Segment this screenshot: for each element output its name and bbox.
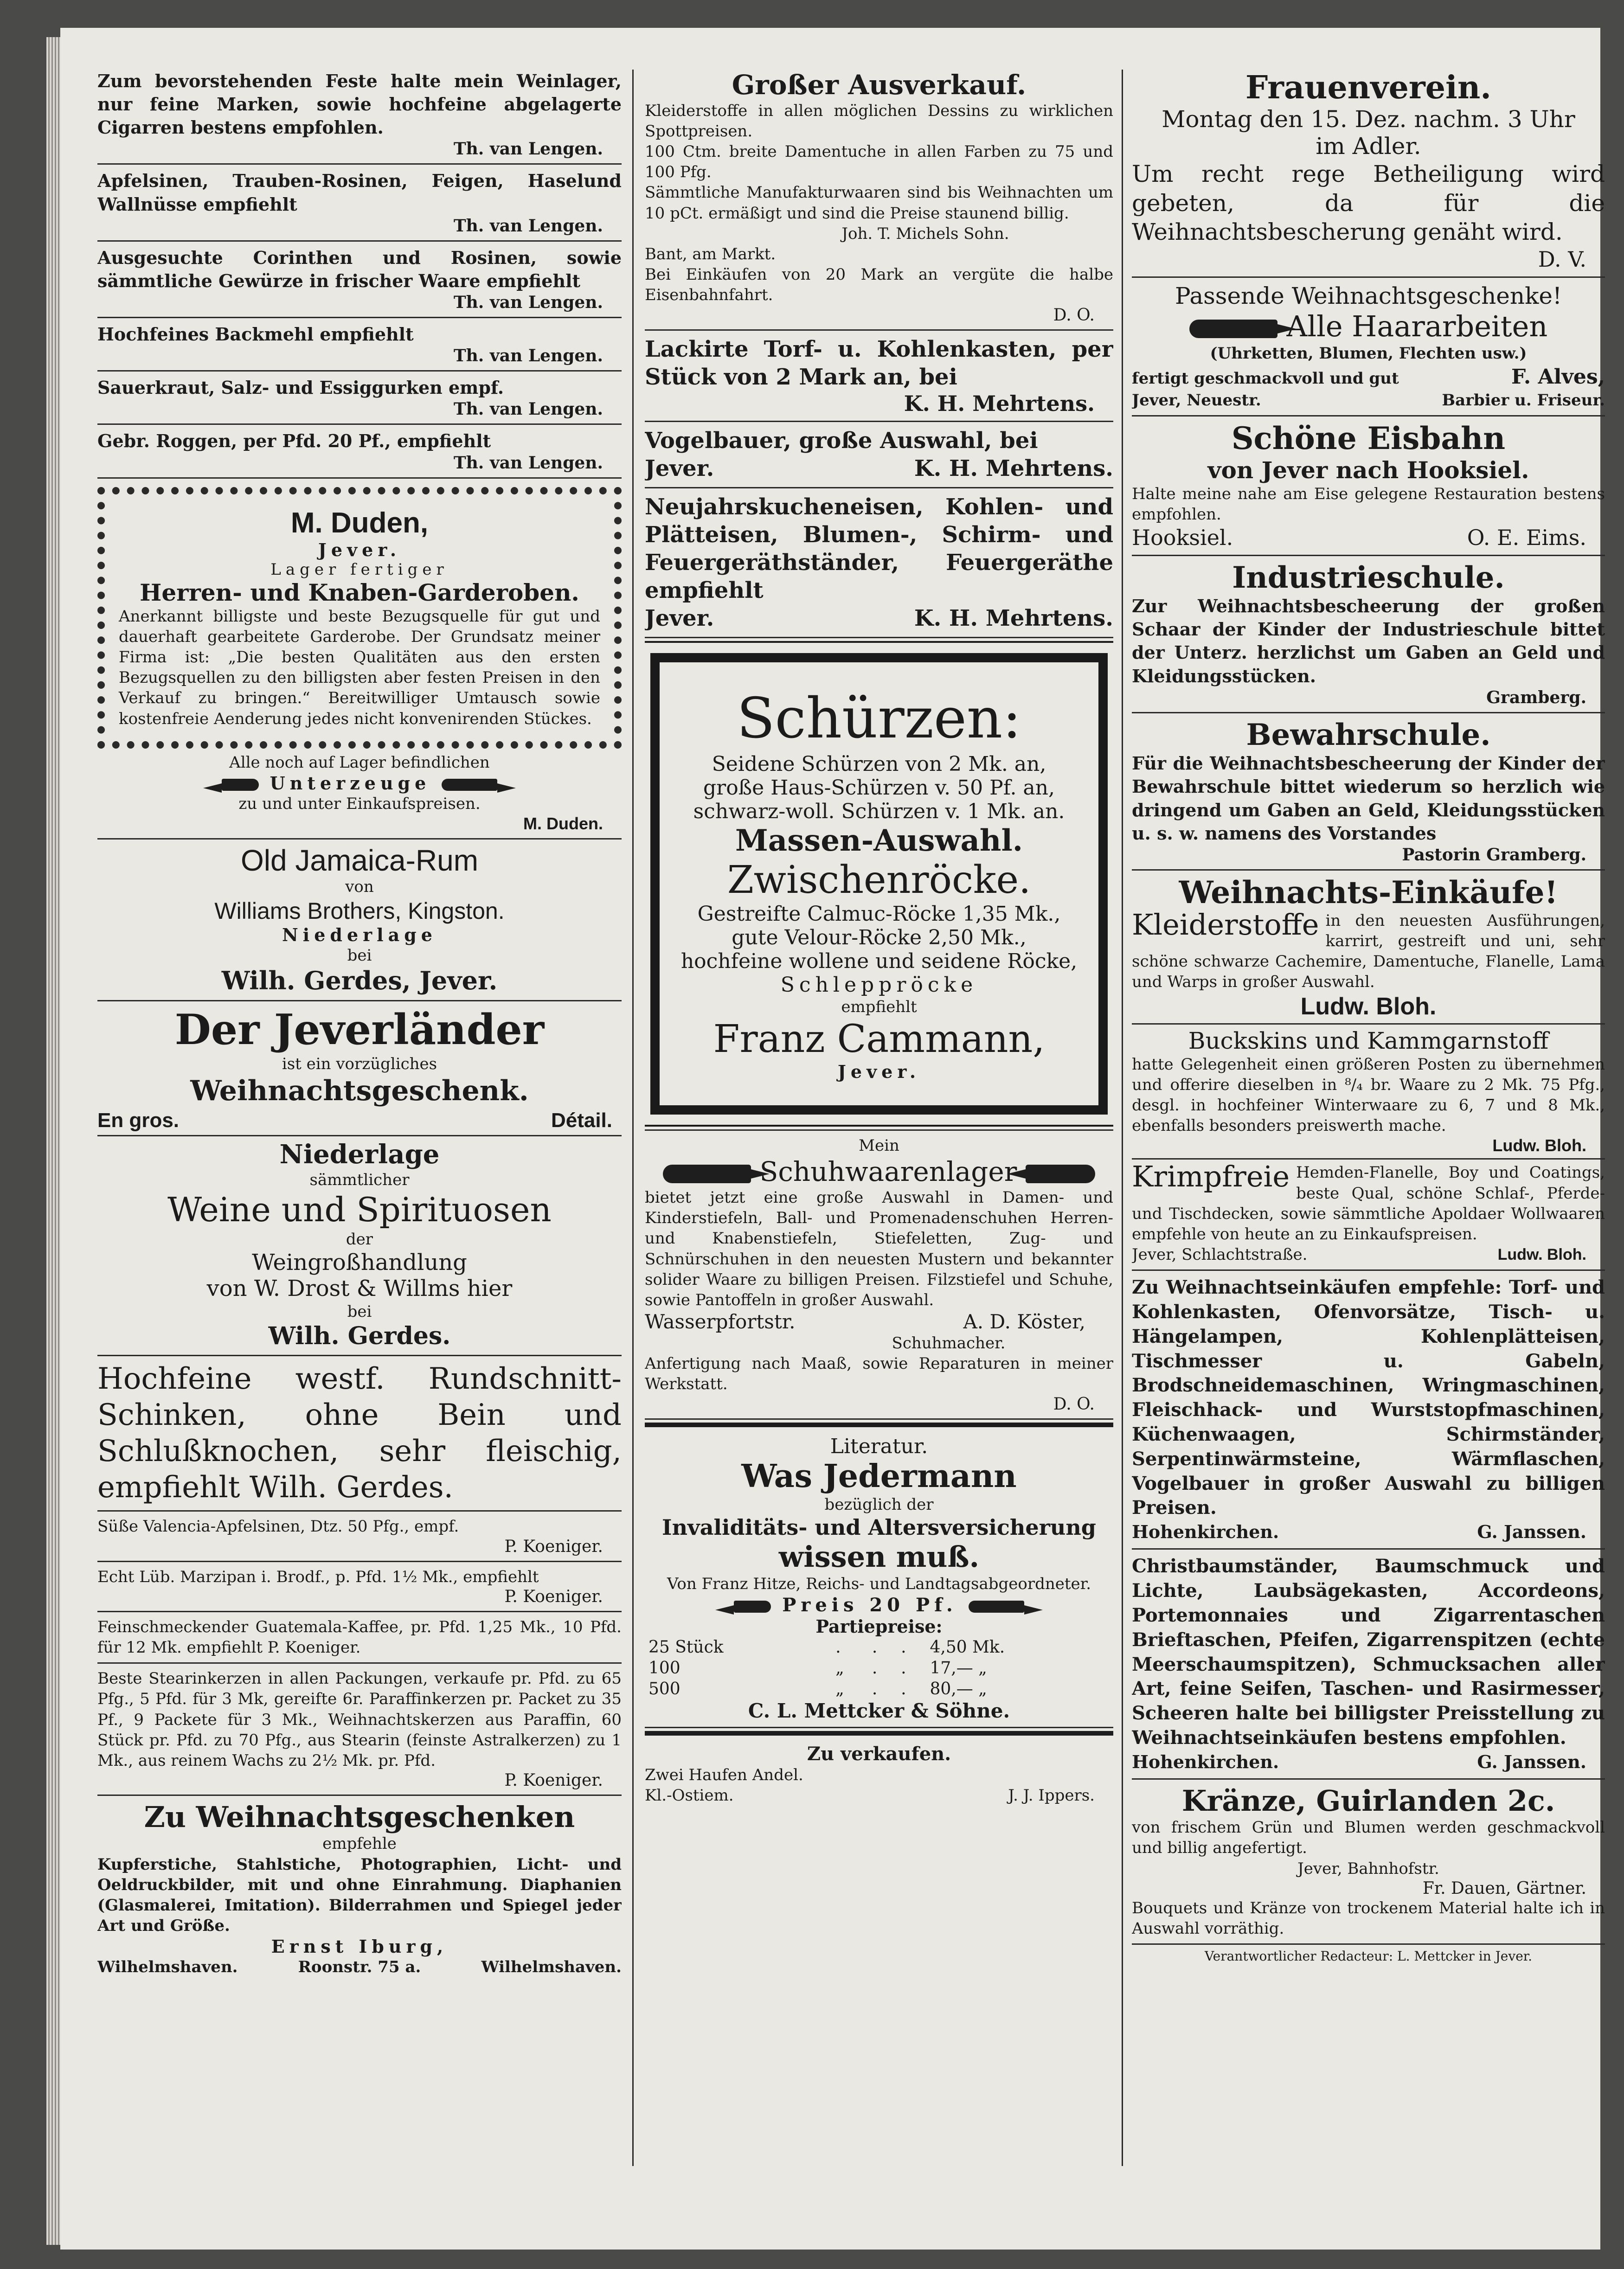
ad-signature: D. O. <box>1053 305 1095 325</box>
ad-ausverkauf <box>645 65 1113 331</box>
ad-title: Was Jedermann <box>741 1457 1017 1495</box>
ad-place: Hooksiel. <box>1132 525 1233 550</box>
pointing-hand-right-icon <box>969 1601 1024 1613</box>
ad-line: bei <box>347 946 372 965</box>
ad-line: gute Velour-Röcke 2,50 Mk., <box>732 925 1027 949</box>
ad-signature: A. D. Köster, <box>963 1310 1085 1333</box>
ad-alves <box>1132 278 1605 417</box>
ad-text: Bei Einkäufen von 20 Mark an vergüte die halbe Eisenbahnfahrt. <box>645 265 1113 305</box>
ad-title: Zu Weihnachtsgeschenken <box>144 1800 575 1834</box>
ad-signature: Th. van Lengen. <box>453 293 603 313</box>
ad-vanlengen-sauerkraut <box>97 372 622 425</box>
column-rule-2 <box>1122 70 1123 2166</box>
ad-title: Bewahrschule. <box>1246 717 1491 752</box>
ad-signature: G. Janssen. <box>1477 1751 1586 1772</box>
ad-signature: Joh. T. Michels Sohn. <box>841 224 1009 243</box>
ad-line: Seidene Schürzen von 2 Mk. an, <box>712 752 1046 776</box>
ad-signature: Th. van Lengen. <box>453 346 603 366</box>
ad-signature: Wilh. Gerdes, Jever. <box>221 965 498 995</box>
ad-line: Lager fertiger <box>270 560 449 579</box>
ad-text: Zum bevorstehenden Feste halte mein Weinlager, nur feine Marken, sowie hochfeine abgelagerte Cigarren bestens empfohlen. <box>97 71 622 138</box>
ad-line: im Adler. <box>1316 133 1421 160</box>
ad-title: Der Jeverländer <box>174 1005 545 1054</box>
ad-place: Hohenkirchen. <box>1132 1521 1279 1543</box>
ad-line: Gestreifte Calmuc-Röcke 1,35 Mk., <box>697 902 1061 926</box>
ad-title: Old Jamaica-Rum <box>240 844 479 878</box>
ad-text: Hemden-Flanelle, Boy und Coatings, beste Qual, schöne Schlaf-, Pferde- und Tischdecken, sowie sämmtliche Apoldaer Wollwaaren empfehle von heute an zu Einkaufspreisen. <box>1132 1163 1605 1243</box>
ad-janssen-christbaum <box>1132 1550 1605 1780</box>
ad-kraenze <box>1132 1780 1605 1945</box>
ad-signature: Ludw. Bloh. <box>1497 1246 1586 1264</box>
heavy-divider <box>645 1731 1113 1736</box>
ad-title: Schöne Eisbahn <box>1231 420 1506 457</box>
ad-duden <box>97 479 622 840</box>
ad-text: Lackirte Torf- u. Kohlenkasten, per Stück von 2 Mark an, bei <box>645 336 1113 390</box>
ad-signature: Ludw. Bloh. <box>1492 1136 1586 1155</box>
ad-mehrtens-kasten <box>645 331 1113 422</box>
ad-place: Wasserpfortstr. <box>645 1310 796 1333</box>
ad-signature: Th. van Lengen. <box>453 399 603 419</box>
ad-text: Ausgesuchte Corinthen und Rosinen, sowie sämmtliche Gewürze in frischer Waare empfiehlt <box>97 247 622 291</box>
ad-signature: Ludw. Bloh. <box>1300 993 1437 1020</box>
ad-line: Alle noch auf Lager befindlichen <box>229 753 490 772</box>
table-cell: 25 Stück <box>648 1638 724 1657</box>
ad-signature: D. O. <box>1053 1394 1095 1414</box>
column-rule-1 <box>632 70 634 2166</box>
ad-schinken <box>97 1356 622 1512</box>
ad-place: Jever. <box>645 605 714 631</box>
ad-title: M. Duden, <box>290 506 429 539</box>
ad-body: Kupferstiche, Stahlstiche, Photographien, Licht- und Oeldruckbilder, mit und ohne Einrahmung. Diaphanien (Glasmalerei, Imitation). Bilderrahmen und Spiegel jeder Art und Größe. <box>97 1855 622 1936</box>
ad-title: Alle Haararbeiten <box>1286 309 1548 343</box>
ad-line: bei <box>347 1302 372 1321</box>
editor-imprint: Verantwortlicher Redacteur: L. Mettcker in Jever. <box>1205 1949 1532 1964</box>
ad-literatur <box>645 1430 1113 1729</box>
ad-title: Großer Ausverkauf. <box>732 69 1027 101</box>
ad-text: Sämmtliche Manufakturwaaren sind bis Weihnachten um 10 pCt. ermäßigt und sind die Preise staunend billig. <box>645 183 1113 223</box>
ad-vanlengen-rosinen <box>97 242 622 318</box>
ad-text: Feinschmeckender Guatemala-Kaffee, pr. Pfd. 1,25 Mk., 10 Pfd. für 12 Mk. empfiehlt P. Koeniger. <box>97 1617 622 1657</box>
ad-title: Kränze, Guirlanden 2c. <box>1181 1783 1555 1818</box>
ad-frauenverein <box>1132 65 1605 278</box>
ad-body: Christbaumständer, Baumschmuck und Lichte, Laubsägekasten, Accordeons, Portemonnaies und Zigarrentaschen Brieftaschen, Pfeifen, Zigarrenspitzen (echte Meerschaumspitzen), Schmucksachen aller Art, feine Seifen, Taschen- und Rasirmesser, Scheeren halte bei billigster Preisstellung zu Weihnachtseinkäufen bestens empfohlen. <box>1132 1555 1605 1749</box>
ad-text: Bouquets und Kränze von trockenem Material halte ich in Auswahl vorräthig. <box>1132 1898 1605 1938</box>
ad-vanlengen-backmehl <box>97 318 622 372</box>
ad-schuhwaaren <box>645 1131 1113 1420</box>
ad-signature: Wilh. Gerdes. <box>268 1322 451 1351</box>
ad-place: Bant, am Markt. <box>645 245 776 263</box>
ad-signature: K. H. Mehrtens. <box>914 455 1113 481</box>
ad-heading: Niederlage <box>279 1139 440 1170</box>
pointing-hand-right-icon <box>442 779 497 791</box>
ad-heading: Herren- und Knaben-Garderoben. <box>140 578 579 606</box>
ad-text: Apfelsinen, Trauben-Rosinen, Feigen, Haselund Wallnüsse empfiehlt <box>97 170 622 215</box>
ad-bewahrschule <box>1132 713 1605 871</box>
chain-border-frame <box>97 487 622 749</box>
ad-signature: P. Koeniger. <box>504 1771 603 1790</box>
ad-line: Weingroßhandlung <box>252 1249 467 1276</box>
ad-signature: K. H. Mehrtens. <box>914 605 1113 631</box>
ad-title: Zu verkaufen. <box>807 1743 951 1765</box>
ad-mehrtens-neujahr <box>645 488 1113 638</box>
table-cell: „ <box>835 1679 844 1699</box>
ad-vanlengen-wein <box>97 65 622 165</box>
ad-jeverlaender <box>97 1001 622 1356</box>
ad-signature: P. Koeniger. <box>504 1587 603 1606</box>
ad-text: Beste Stearinkerzen in allen Packungen, verkaufe pr. Pfd. zu 65 Pfg., 5 Pfd. für 3 Mk, gereifte 6r. Paraffinkerzen pr. Packet zu 35 Pf., 9 Packete für 3 Mk., Weihnachtskerzen aus Paraffin, 60 Stück pr. Pfd. zu 70 Pfg., aus Stearin (feinste Astralkerzen) zu 1 Mk., aus reinem Wachs zu 2½ Mk. pr. Pfd. <box>97 1669 622 1770</box>
ad-label-detail: Détail. <box>551 1109 612 1132</box>
table-cell: . <box>901 1638 906 1657</box>
ad-line: von <box>345 878 374 897</box>
ad-line: von W. Drost & Willms hier <box>206 1275 513 1301</box>
ad-heading: Literatur. <box>830 1434 928 1458</box>
ad-signature: Ernst Iburg, <box>271 1936 448 1957</box>
ad-place: Jever, Neuestr. <box>1132 391 1261 410</box>
ad-title: Industrieschule. <box>1232 560 1505 595</box>
ad-signature: J. J. Ippers. <box>1008 1786 1095 1805</box>
ad-eisbahn <box>1132 417 1605 556</box>
ad-body: Um recht rege Betheiligung wird gebeten, da für die Weihnachtsbescherung genäht wird. <box>1132 160 1605 246</box>
ad-text: Anfertigung nach Maaß, sowie Reparaturen in meiner Werkstatt. <box>645 1354 1113 1394</box>
ad-koeniger-marzipan <box>97 1562 622 1612</box>
ad-heading: Passende Weihnachtsgeschenke! <box>1175 282 1562 309</box>
ad-text: Hochfeine westf. Rundschnitt-Schinken, ohne Bein und Schlußknochen, sehr fleischig, empfiehlt Wilh. Gerdes. <box>97 1362 622 1505</box>
ad-signature: G. Janssen. <box>1477 1521 1586 1543</box>
ad-signature: Pastorin Gramberg. <box>1402 845 1586 865</box>
ad-vanlengen-roggen <box>97 425 622 478</box>
table-cell: . <box>872 1638 878 1657</box>
ad-bloh <box>1132 871 1605 1271</box>
ad-heading: Krimpfreie <box>1132 1160 1290 1194</box>
ad-line: ist ein vorzügliches <box>282 1055 437 1074</box>
table-cell: . <box>872 1679 878 1699</box>
ad-place: Wilhelmshaven. <box>481 1958 622 1977</box>
ad-line: Montag den 15. Dez. nachm. 3 Uhr <box>1162 106 1575 133</box>
pointing-hand-left-icon <box>1026 1165 1095 1183</box>
pointing-hand-left-icon <box>734 1601 771 1613</box>
ad-line: (Uhrketten, Blumen, Flechten usw.) <box>1210 344 1527 363</box>
ad-heading: Weihnachtsgeschenk. <box>190 1074 529 1107</box>
table-cell: 4,50 Mk. <box>930 1638 1005 1657</box>
ad-schuerzen <box>645 638 1113 1131</box>
ad-text: in den neuesten Ausführungen, karrirt, gestreift und uni, sehr schöne schwarze Cachemire, Damentuche, Flanelle, Lama und Warps in großer Auswahl. <box>1132 911 1605 992</box>
ad-signature: P. Koeniger. <box>504 1537 603 1556</box>
ad-line: zu und unter Einkaufspreisen. <box>238 794 481 813</box>
ad-heading: wissen muß. <box>778 1540 980 1574</box>
ad-text: Echt Lüb. Marzipan i. Brodf., p. Pfd. 1½ Mk., empfiehlt <box>97 1567 539 1586</box>
pointing-hand-left-icon <box>222 779 259 791</box>
ad-line: schwarz-woll. Schürzen v. 1 Mk. an. <box>693 799 1065 823</box>
ad-line: große Haus-Schürzen v. 50 Pf. an, <box>703 776 1055 800</box>
ad-heading: Kleiderstoffe <box>1132 907 1319 942</box>
ad-body: bietet jetzt eine große Auswahl in Damen- und Kinderstiefeln, Ball- und Promenadenschuhen Herren- und Knabenstiefeln, Stiefeletten, Zug- und Schnürschuhen in den neuesten Mustern und bekannter solider Waare zu billigen Preisen. Filzstiefel und Schuhe, sowie Pantoffeln in großer Auswahl. <box>645 1188 1113 1309</box>
ad-zu-verkaufen <box>645 1738 1113 1810</box>
table-row <box>645 1658 1113 1679</box>
pointing-hand-right-icon <box>663 1165 751 1183</box>
ad-signature: D. V. <box>1538 246 1586 272</box>
ad-signature: O. E. Eims. <box>1467 525 1586 550</box>
ad-text: Neujahrskucheneisen, Kohlen- und Plätteisen, Blumen-, Schirm- und Feuergeräthständer, Feuergeräthe empfiehlt <box>645 494 1113 603</box>
ad-text: Süße Valencia-Apfelsinen, Dtz. 50 Pfg., empf. <box>97 1517 459 1536</box>
pointing-hand-right-icon <box>1189 320 1277 338</box>
table-cell: „ <box>835 1659 844 1678</box>
ad-text: Kleiderstoffe in allen möglichen Dessins zu wirklichen Spottpreisen. <box>645 101 1113 141</box>
ad-heading: von Jever nach Hooksiel. <box>1207 456 1529 484</box>
ad-heading: Zwischenröcke. <box>727 858 1031 902</box>
ad-line: der <box>346 1230 373 1249</box>
ad-town: Jever. <box>837 1061 921 1082</box>
ad-vanlengen-obst <box>97 165 622 241</box>
ad-koeniger-kerzen <box>97 1664 622 1796</box>
table-row <box>645 1637 1113 1658</box>
column-2 <box>645 65 1113 2180</box>
column-1 <box>97 65 622 2180</box>
table-cell: 80,— „ <box>930 1679 987 1699</box>
ad-iburg <box>97 1796 622 1982</box>
ad-rum <box>97 840 622 1001</box>
ad-janssen-haushalt <box>1132 1271 1605 1550</box>
ad-signature: Gramberg. <box>1486 687 1586 707</box>
ad-line: hochfeine wollene und seidene Röcke, <box>680 949 1078 973</box>
ad-heading: Invaliditäts- und Altersversicherung <box>662 1515 1096 1540</box>
ad-title: Frauenverein. <box>1245 69 1491 106</box>
table-cell: 100 <box>648 1659 680 1678</box>
ad-address: Roonstr. 75 a. <box>298 1958 421 1977</box>
ad-place: Jever, Schlachtstraße. <box>1132 1245 1308 1264</box>
ad-brand: Williams Brothers, Kingston. <box>214 897 505 924</box>
ad-body: Für die Weihnachtsbescheerung der Kinder der Bewahrschule bittet wiederum so herzlich wie dringend um Gaben an Geld, Kleidungsstücken u. s. w. namens des Vorstandes <box>1132 753 1605 844</box>
ad-text: Sauerkraut, Salz- und Essiggurken empf. <box>97 377 504 398</box>
ad-line: sämmtlicher <box>309 1170 410 1189</box>
ad-mehrtens-vogelbauer <box>645 422 1113 488</box>
ad-signature: F. Alves, <box>1511 365 1605 389</box>
table-cell: . <box>872 1659 878 1678</box>
ad-line: Niederlage <box>282 924 437 945</box>
ad-heading: Buckskins und Kammgarnstoff <box>1188 1027 1549 1054</box>
table-cell: . <box>901 1679 906 1699</box>
ad-heading: Massen-Auswahl. <box>735 823 1023 858</box>
ad-text: Hochfeines Backmehl empfiehlt <box>97 324 414 345</box>
ad-place: Kl.-Ostiem. <box>645 1786 734 1805</box>
ad-heading: Unterzeuge <box>270 772 431 794</box>
table-cell: 500 <box>648 1679 680 1699</box>
ad-line: fertigt geschmackvoll und gut <box>1132 369 1399 388</box>
ad-text: Gebr. Roggen, per Pfd. 20 Pf., empfiehlt <box>97 430 491 452</box>
ad-koeniger-apfelsinen <box>97 1512 622 1562</box>
ad-text: Halte meine nahe am Eise gelegene Restauration bestens empfohlen. <box>1132 485 1605 524</box>
ad-title: Schürzen: <box>737 686 1021 751</box>
table-cell: 17,— „ <box>930 1659 987 1678</box>
ad-text: von frischem Grün und Blumen werden geschmackvoll und billig angefertigt. <box>1132 1818 1605 1858</box>
ad-title: Weine und Spirituosen <box>167 1190 552 1229</box>
ad-koeniger-kaffee <box>97 1612 622 1664</box>
ad-body: Zu Weihnachtseinkäufen empfehle: Torf- und Kohlenkasten, Ofenvorsätze, Tisch- u. Hängelampen, Kohlenplätteisen, Tischmesser u. Gabeln, Brodschneidemaschinen, Wringmaschinen, Fleischhack- und Wurststopfmaschinen, Küchenwaagen, Schirmständer, Serpentinwärmsteine, Wärmflaschen, Vogelbauer in großer Auswahl zu billigen Preisen. <box>1132 1276 1605 1519</box>
ad-signature: C. L. Mettcker & Söhne. <box>748 1699 1010 1723</box>
ad-text: hatte Gelegenheit einen größeren Posten zu übernehmen und offerire dieselben in ⁸/₄ br. Waare zu 2 Mk. 75 Pfg., desgl. in hochfeiner Winterwaare zu 6, 7 und 8 Mk., ebenfalls besonders preiswerth mache. <box>1132 1055 1605 1135</box>
ad-line: Mein <box>859 1136 899 1155</box>
heavy-border-frame <box>650 653 1108 1115</box>
ad-body: Anerkannt billigste und beste Bezugsquelle für gut und dauerhaft gearbeitete Garderobe. Der Grundsatz meiner Firma ist: „Die besten Qualitäten aus den ersten Bezugsquellen zu den billigsten aber festen Preisen in den Verkauf zu bringen.“ Bereitwilliger Umtausch sowie kostenfreie Aenderung jedes nicht konvenirenden Stückes. <box>119 607 600 728</box>
ad-body: Zur Weihnachtsbescheerung der großen Schaar der Kinder der Industrieschule bittet der Unterz. herzlichst um Gaben an Geld und Kleidungsstücken. <box>1132 596 1605 686</box>
ad-place: Jever, Bahnhofstr. <box>1297 1859 1439 1878</box>
table-cell: . <box>901 1659 906 1678</box>
ad-signature: Fr. Dauen, Gärtner. <box>1422 1878 1586 1898</box>
ad-line: empfehle <box>322 1834 397 1853</box>
ad-place: Wilhelmshaven. <box>97 1958 238 1977</box>
ad-label-engros: En gros. <box>97 1109 180 1132</box>
ad-text: 100 Ctm. breite Damentuche in allen Farben zu 75 und 100 Pfg. <box>645 142 1113 182</box>
ad-signature: Th. van Lengen. <box>453 216 603 236</box>
table-row <box>645 1679 1113 1699</box>
ad-author: Von Franz Hitze, Reichs- und Landtagsabgeordneter. <box>667 1575 1091 1593</box>
ad-signature: M. Duden. <box>523 814 603 833</box>
table-cell: . <box>835 1638 841 1657</box>
ad-price: Preis 20 Pf. <box>782 1594 957 1616</box>
ad-place: Hohenkirchen. <box>1132 1751 1279 1772</box>
ad-line: Barbier u. Friseur. <box>1442 391 1605 410</box>
ad-signature: Th. van Lengen. <box>453 453 603 473</box>
ad-text: Vogelbauer, große Auswahl, bei <box>645 427 1038 454</box>
ad-signature: K. H. Mehrtens. <box>904 391 1095 416</box>
ad-title: Weihnachts-Einkäufe! <box>1179 874 1558 910</box>
ad-line: bezüglich der <box>824 1495 934 1514</box>
ad-signature: Th. van Lengen. <box>453 139 603 159</box>
ad-title: Schuhwaarenlager <box>759 1155 1017 1187</box>
ad-line: Schleppröcke <box>780 973 978 997</box>
ad-signature: Franz Cammann, <box>713 1017 1045 1061</box>
ad-town: Jever. <box>318 539 401 560</box>
ad-place: Jever. <box>645 455 714 481</box>
ad-line: empfiehlt <box>841 997 917 1016</box>
ad-text: Zwei Haufen Andel. <box>645 1766 803 1785</box>
price-table <box>645 1637 1113 1699</box>
ad-heading: Partiepreise: <box>815 1616 943 1637</box>
column-3 <box>1132 65 1605 2180</box>
heavy-divider <box>645 1423 1113 1427</box>
ad-line: Schuhmacher. <box>892 1334 1006 1353</box>
ad-industrieschule <box>1132 556 1605 713</box>
